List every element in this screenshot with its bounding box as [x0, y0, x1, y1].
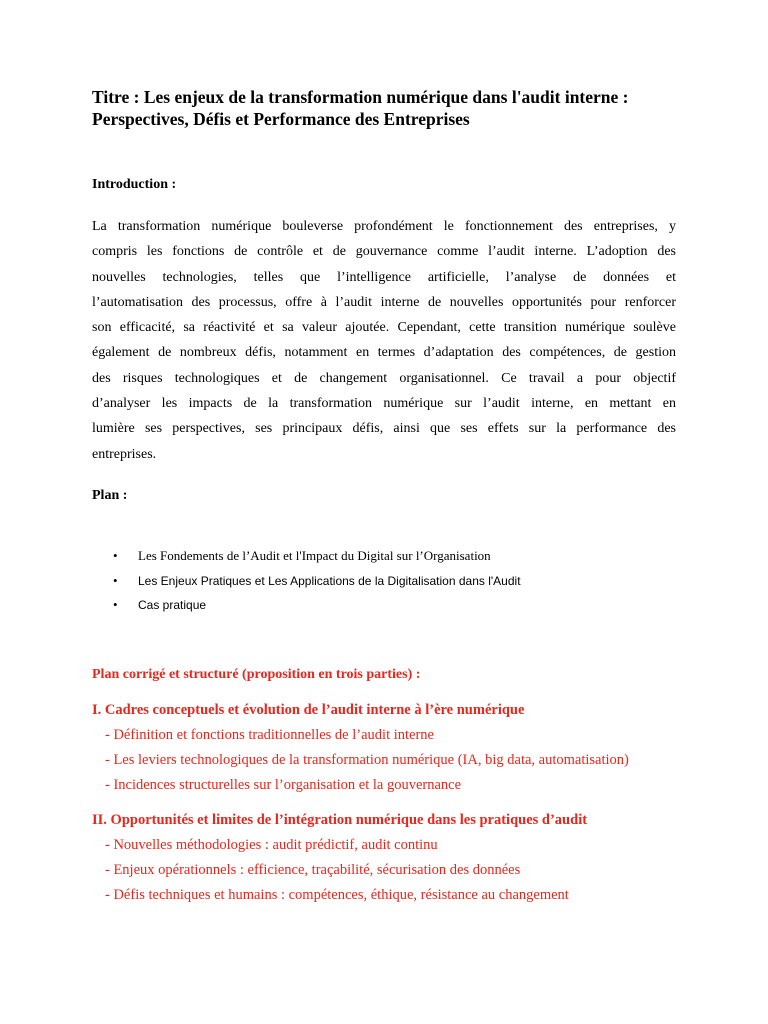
intro-line: d’analyser les impacts de la transformation numérique sur l’audit interne, en mettant en: [92, 396, 676, 412]
introduction-heading: Introduction :: [92, 177, 177, 192]
intro-line: nouvelles technologies, telles que l’intelligence artificielle, l’analyse de données et: [92, 269, 676, 285]
plan-item-label: Les Enjeux Pratiques et Les Applications de la Digitalisation dans l'Audit: [138, 573, 521, 588]
intro-line: son efficacité, sa réactivité et sa valeur ajoutée. Cependant, cette transition numérique soulève: [92, 320, 676, 336]
plan-list-item: [113, 595, 521, 620]
bullet-icon: •: [113, 572, 118, 588]
part-1-item: - Incidences structurelles sur l’organisation et la gouvernance: [105, 777, 462, 793]
part-2-heading: II. Opportunités et limites de l’intégration numérique dans les pratiques d’audit: [92, 812, 588, 828]
intro-line: La transformation numérique bouleverse profondément le fonctionnement des entreprises, y: [92, 219, 676, 234]
intro-line: également de nombreux défis, notamment en termes d’adaptation des compétences, de gestion: [92, 345, 676, 361]
part-1-heading: I. Cadres conceptuels et évolution de l’audit interne à l’ère numérique: [92, 702, 525, 718]
part-2-item: - Nouvelles méthodologies : audit prédictif, audit continu: [105, 837, 438, 853]
plan-heading: Plan :: [92, 488, 128, 503]
plan-list-item: [113, 571, 521, 596]
part-2-item: - Enjeux opérationnels : efficience, traçabilité, sécurisation des données: [105, 862, 521, 878]
plan-item-label: Les Fondements de l’Audit et l'Impact du Digital sur l’Organisation: [138, 548, 491, 563]
corrected-plan-heading: Plan corrigé et structuré (proposition en trois parties) :: [92, 667, 421, 682]
title-line-2: Perspectives, Défis et Performance des Entreprises: [92, 109, 470, 129]
intro-line: compris les fonctions de contrôle et de gouvernance comme l’audit interne. L’adoption des: [92, 244, 676, 260]
intro-line: des risques technologiques et de changement organisationnel. Ce travail a pour objectif: [92, 370, 676, 386]
bullet-icon: •: [113, 597, 118, 612]
part-1-item: - Définition et fonctions traditionnelles de l’audit interne: [105, 727, 434, 743]
intro-line: entreprises.: [92, 446, 157, 462]
plan-list: [113, 546, 521, 620]
part-1-item: - Les leviers technologiques de la transformation numérique (IA, big data, automatisation): [105, 752, 629, 768]
introduction-paragraph: [92, 214, 676, 467]
plan-list-item: [113, 546, 521, 571]
part-2-item: - Défis techniques et humains : compétences, éthique, résistance au changement: [105, 887, 569, 903]
plan-item-label: Cas pratique: [138, 598, 207, 612]
bullet-icon: •: [113, 548, 118, 563]
intro-line: l’automatisation des processus, offre à l’audit interne de nouvelles opportunités pour renforcer: [92, 294, 676, 310]
document-title: [92, 86, 692, 130]
intro-line: lumière ses perspectives, ses principaux défis, ainsi que ses effets sur la performance des: [92, 421, 676, 437]
title-line-1: Titre : Les enjeux de la transformation numérique dans l'audit interne :: [92, 87, 629, 107]
